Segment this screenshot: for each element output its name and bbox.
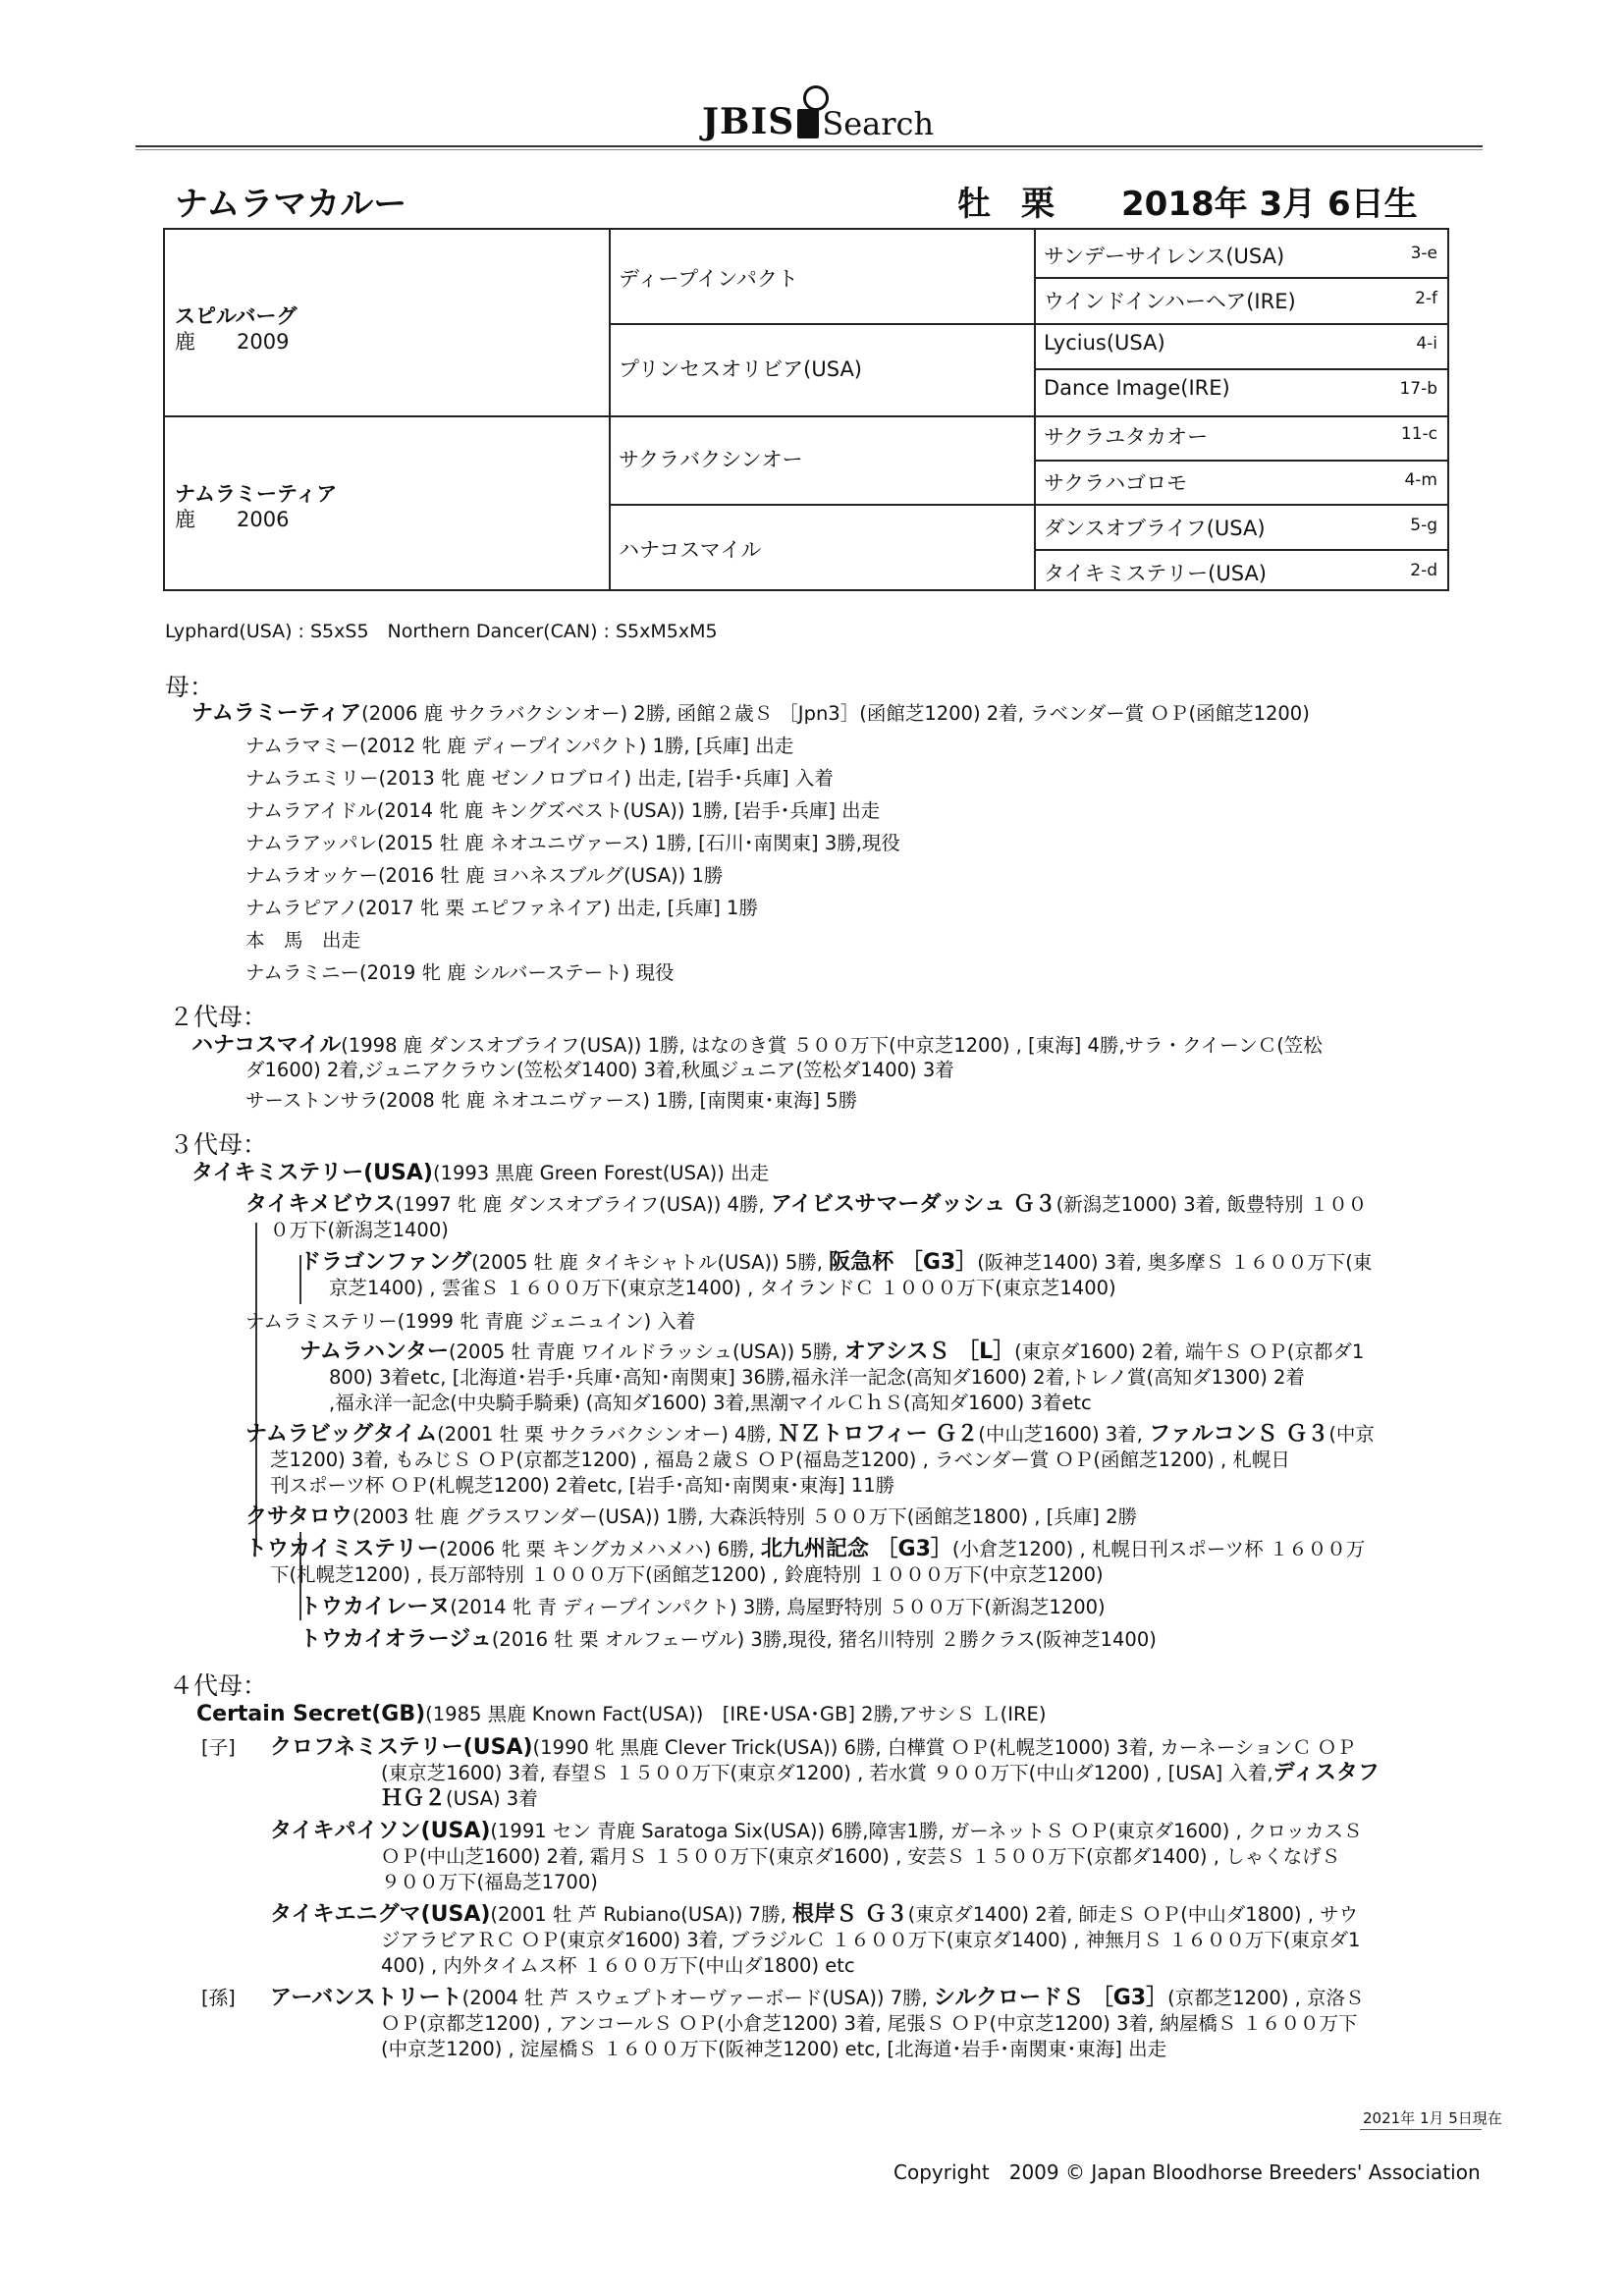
- fourth-dam-detail: (1985 黒鹿 Known Fact(USA)) [IRE･USA･GB] 2勝,アサシＳ Ｌ(IRE): [425, 1703, 1047, 1725]
- pedigree-divider: [1034, 368, 1447, 370]
- descendant-record: [245, 1192, 1367, 1218]
- descendant-record: [245, 1504, 1137, 1530]
- logo-search-text: Search: [822, 105, 935, 142]
- descendant-record: [270, 1819, 1363, 1844]
- pedigree-gen3-name: サンデーサイレンス(USA): [1044, 245, 1285, 268]
- graded-race: オアシスＳ ［L］: [843, 1339, 1015, 1364]
- horse-sex: 牡: [957, 185, 991, 224]
- descendant-detail: (阪神芝1400) 3着, 奥多摩Ｓ １６００万下(東: [977, 1251, 1373, 1274]
- header-rule: [135, 145, 1483, 147]
- descendant-detail: (2003 牡 鹿 グラスワンダー(USA)) 1勝, 大森浜特別 ５００万下(函館芝1800) , [兵庫] 2勝: [352, 1505, 1138, 1528]
- graded-race: ディスタフ: [1272, 1761, 1380, 1785]
- sibling-record-self: 本 馬 出走: [245, 929, 361, 952]
- section-heading-third-dam: ３代母：: [169, 1130, 268, 1159]
- descendant-detail: (2004 牡 芦 スウェプトオーヴァーボード(USA)) 7勝,: [461, 1987, 935, 2009]
- graded-race: ファルコンＳ Ｇ３: [1149, 1422, 1329, 1447]
- second-dam-name: ハナコスマイル: [191, 1033, 342, 1058]
- descendant-record-cont: ,福永洋一記念(中央騎手騎乗) (高知ダ1600) 3着,黒潮マイルＣｈＳ(高知ダ1600) 3着etc: [329, 1392, 1092, 1414]
- descendant-name: ナムラハンター: [299, 1339, 450, 1364]
- descendant-record: サーストンサラ(2008 牝 鹿 ネオユニヴァース) 1勝, [南関東･東海] 5勝: [245, 1089, 858, 1112]
- horse-color: 栗: [1021, 185, 1055, 224]
- descendant-record: [299, 1595, 1106, 1620]
- descendant-name: タイキエニグマ(USA): [270, 1902, 491, 1927]
- descendant-detail: (2005 牡 鹿 タイキシャトル(USA)) 5勝,: [471, 1251, 830, 1274]
- family-number: 4-i: [1416, 334, 1437, 354]
- horse-name: ナムラマカルー: [175, 185, 407, 224]
- dam-record: [191, 701, 1310, 727]
- section-heading-mother: 母：: [165, 673, 215, 701]
- sibling-record: ナムラアッパレ(2015 牡 鹿 ネオユニヴァース) 1勝, [石川･南関東] 3勝,現役: [245, 832, 900, 854]
- pedigree-gen3-name: サクラハゴロモ: [1044, 471, 1188, 495]
- descendant-record: [270, 1986, 1365, 2011]
- header-rule-thin: [135, 149, 1483, 150]
- pedigree-divider: [609, 230, 611, 589]
- pedigree-gen3-name: タイキミステリー(USA): [1044, 562, 1268, 585]
- family-number: 2-d: [1410, 561, 1437, 580]
- graded-race: アイビスサマーダッシュ Ｇ３: [770, 1192, 1056, 1217]
- descendant-detail: (2001 牡 芦 Rubiano(USA)) 7勝,: [490, 1903, 792, 1926]
- descendant-record: [270, 1902, 1358, 1928]
- graded-race: ＮＺトロフィー Ｇ２: [778, 1422, 979, 1447]
- graded-race: シルクロードＳ ［G3］: [934, 1986, 1168, 2010]
- descendant-record: [245, 1422, 1375, 1448]
- descendant-record: [299, 1250, 1372, 1276]
- pedigree-divider: [1034, 549, 1447, 551]
- descendant-record-cont: 芝1200) 3着, もみじＳ ＯＰ(京都芝1200) , 福島２歳Ｓ ＯＰ(福島芝1200) , ラベンダー賞 ＯＰ(函館芝1200) , 札幌日: [270, 1449, 1290, 1471]
- descendant-record-cont: ０万下(新潟芝1400): [270, 1219, 449, 1241]
- descendant-record-cont: ＯＰ(中山芝1600) 2着, 霜月Ｓ １５００万下(東京ダ1600) , 安芸Ｓ １５００万下(京都ダ1400) , しゃくなげＳ: [381, 1845, 1341, 1868]
- pedigree-divider: [1034, 460, 1447, 462]
- descendant-name: ドラゴンファング: [299, 1250, 472, 1275]
- descendant-record-cont: 京芝1400) , 雲雀Ｓ １６００万下(東京芝1400) , タイランドＣ １０００万下(東京芝1400): [329, 1277, 1116, 1299]
- descendant-name: アーバンストリート: [270, 1986, 462, 2010]
- descendant-name: タイキパイソン(USA): [270, 1819, 491, 1843]
- second-dam-record: [191, 1033, 1323, 1059]
- pedigree-gen3-name: ダンスオブライフ(USA): [1044, 517, 1266, 540]
- descendant-record-cont: 800) 3着etc, [北海道･岩手･兵庫･高知･南関東] 36勝,福永洋一記念(高知ダ1600) 2着,トレノ賞(高知ダ1300) 2着: [329, 1366, 1305, 1389]
- pedigree-gen2-name: プリンセスオリビア(USA): [619, 357, 863, 381]
- family-number: 4-m: [1404, 470, 1437, 490]
- inbreeding-note: Lyphard(USA) : S5xS5 Northern Dancer(CAN) : S5xM5xM5: [165, 621, 718, 642]
- descendant-detail: (東京芝1600) 3着, 春望Ｓ １５００万下(東京ダ1200) , 若水賞 ９００万下(中山ダ1200) , [USA] 入着,: [381, 1762, 1273, 1784]
- pedigree-divider: [1034, 230, 1036, 589]
- copyright-notice: Copyright 2009 © Japan Bloodhorse Breeders' Association: [893, 2160, 1481, 2184]
- descendant-detail: (中山芝1600) 3着,: [978, 1423, 1150, 1446]
- jbis-search-logo: [702, 93, 938, 142]
- graded-race: 北九州記念 ［G3］: [760, 1537, 952, 1561]
- generation-marker-grandchild: [孫]: [201, 1987, 236, 2009]
- pedigree-gen3-name: Lycius(USA): [1044, 331, 1165, 355]
- generation-marker-child: [子]: [201, 1736, 236, 1759]
- descendant-record-cont: ＯＰ(京都芝1200) , アンコールＳ ＯＰ(小倉芝1200) 3着, 尾張Ｓ ＯＰ(中京芝1200) 3着, 納屋橋Ｓ １６００万下: [381, 2012, 1358, 2035]
- descendant-record: [299, 1339, 1364, 1365]
- descendant-detail: (京都芝1200) , 京洛Ｓ: [1167, 1987, 1365, 2009]
- descendant-name: タイキメビウス: [245, 1192, 396, 1217]
- descendant-record: [299, 1627, 1157, 1653]
- pedigree-divider: [609, 504, 1447, 506]
- pedigree-divider: [1034, 277, 1447, 279]
- family-number: 11-c: [1400, 424, 1437, 444]
- descendant-detail: (2001 牡 栗 サクラバクシンオー) 4勝,: [437, 1423, 779, 1446]
- family-number: 3-e: [1410, 244, 1437, 263]
- pedigree-gen2-name: ハナコスマイル: [619, 538, 762, 562]
- third-dam-record: [191, 1161, 769, 1186]
- sire-detail: 鹿 2009: [175, 330, 290, 354]
- dam-detail: 鹿 2006: [175, 508, 290, 531]
- descendant-name: ナムラビッグタイム: [245, 1422, 438, 1447]
- descendant-detail: (小倉芝1200) , 札幌日刊スポーツ杯 １６００万: [951, 1538, 1366, 1560]
- sibling-record: ナムラエミリー(2013 牝 鹿 ゼンノロブロイ) 出走, [岩手･兵庫] 入着: [245, 767, 834, 790]
- dam-record-name: ナムラミーティア: [191, 701, 362, 726]
- sibling-record: ナムラアイドル(2014 牝 鹿 キングズベスト(USA)) 1勝, [岩手･兵庫] 出走: [245, 799, 881, 822]
- descendant-detail: (2006 牝 栗 キングカメハメハ) 6勝,: [438, 1538, 761, 1560]
- sibling-record: ナムラオッケー(2016 牡 鹿 ヨハネスブルグ(USA)) 1勝: [245, 864, 724, 887]
- descendant-detail: (東京ダ1600) 2着, 端午Ｓ ＯＰ(京都ダ1: [1014, 1340, 1365, 1363]
- descendant-record-cont: ジアラビアＲＣ ＯＰ(東京ダ1600) 3着, ブラジルＣ １６００万下(東京ダ1400) , 神無月Ｓ １６００万下(東京ダ1: [381, 1929, 1361, 1951]
- descendant-detail: (1990 牝 黒鹿 Clever Trick(USA)) 6勝, 白樺賞 ＯＰ(札幌芝1000) 3着, カーネーションＣ ＯＰ: [532, 1736, 1356, 1759]
- family-number: 17-b: [1399, 379, 1437, 399]
- descendant-detail: (2014 牝 青 ディープインパクト) 3勝, 鳥屋野特別 ５００万下(新潟芝1200): [450, 1596, 1106, 1618]
- descendant-record-cont: ９００万下(福島芝1700): [381, 1871, 598, 1893]
- descendant-name: クロフネミステリー(USA): [270, 1735, 533, 1760]
- descendant-record-cont: [381, 1786, 538, 1812]
- graded-race: 根岸Ｓ Ｇ３: [791, 1902, 908, 1927]
- pedigree-divider: [165, 415, 1447, 417]
- descendant-detail: (2005 牡 青鹿 ワイルドラッシュ(USA)) 5勝,: [449, 1340, 844, 1363]
- descendant-name: トウカイミステリー: [245, 1537, 439, 1561]
- pedigree-divider: [609, 323, 1447, 325]
- graded-race: ＨＧ２: [381, 1786, 447, 1811]
- descendant-record-cont: (中京芝1200) , 淀屋橋Ｓ １６００万下(阪神芝1200) etc, [北海道･岩手･南関東･東海] 出走: [381, 2038, 1167, 2060]
- descendant-record: ナムラミステリー(1999 牝 青鹿 ジェニュイン) 入着: [245, 1310, 696, 1333]
- fourth-dam-name: Certain Secret(GB): [196, 1702, 426, 1726]
- dam-record-detail: (2006 鹿 サクラバクシンオー) 2勝, 函館２歳Ｓ ［Jpn3］(函館芝1200) 2着, ラベンダー賞 ＯＰ(函館芝1200): [361, 702, 1310, 725]
- section-heading-second-dam: ２代母：: [169, 1003, 268, 1031]
- graded-race: 阪急杯 ［G3］: [829, 1250, 978, 1275]
- date-underline: [1360, 2129, 1482, 2130]
- family-number: 2-f: [1415, 289, 1437, 308]
- descendant-bracket: [255, 1223, 257, 1547]
- descendant-detail: (中京: [1328, 1423, 1375, 1446]
- descendant-record: [270, 1735, 1356, 1761]
- descendant-detail: (1997 牝 鹿 ダンスオブライフ(USA)) 4勝,: [395, 1193, 771, 1216]
- descendant-record: [245, 1537, 1365, 1562]
- third-dam-detail: (1993 黒鹿 Green Forest(USA)) 出走: [432, 1162, 770, 1184]
- descendant-record-cont: 刊スポーツ杯 ＯＰ(札幌芝1200) 2着etc, [岩手･高知･南関東･東海] 11勝: [270, 1474, 895, 1497]
- descendant-record-cont: 下(札幌芝1200) , 長万部特別 １０００万下(函館芝1200) , 鈴鹿特別 １０００万下(中京芝1200): [270, 1563, 1104, 1586]
- section-heading-fourth-dam: ４代母：: [169, 1671, 268, 1700]
- pedigree-gen3-name: Dance Image(IRE): [1044, 376, 1230, 400]
- horse-birthdate: 2018年 3月 6日生: [1121, 185, 1418, 224]
- descendant-detail: (USA) 3着: [446, 1787, 538, 1810]
- descendant-name: トウカイオラージュ: [299, 1627, 492, 1652]
- pedigree-table: [163, 228, 1449, 591]
- descendant-detail: (2016 牡 栗 オルフェーヴル) 3勝,現役, 猪名川特別 ２勝クラス(阪神芝1400): [491, 1628, 1157, 1651]
- fourth-dam-record: [196, 1702, 1046, 1727]
- dam-name: ナムラミーティア: [175, 482, 338, 506]
- sibling-record: ナムラミニー(2019 牝 鹿 シルバーステート) 現役: [245, 961, 675, 984]
- pedigree-gen3-name: ウインドインハーヘア(IRE): [1044, 290, 1296, 313]
- second-dam-record-cont: ダ1600) 2着,ジュニアクラウン(笠松ダ1400) 3着,秋風ジュニア(笠松ダ1400) 3着: [245, 1059, 954, 1081]
- family-number: 5-g: [1410, 516, 1437, 535]
- sire-name: スピルバーグ: [175, 304, 298, 328]
- descendant-detail: (新潟芝1000) 3着, 飯豊特別 １００: [1056, 1193, 1368, 1216]
- as-of-date: 2021年 1月 5日現在: [1363, 2109, 1502, 2127]
- descendant-name: クサタロウ: [245, 1504, 352, 1529]
- pedigree-gen2-name: ディープインパクト: [619, 267, 798, 291]
- descendant-record-cont: 400) , 内外タイムス杯 １６００万下(中山ダ1800) etc: [381, 1954, 855, 1977]
- third-dam-name: タイキミステリー(USA): [191, 1161, 433, 1185]
- sibling-record: ナムラピアノ(2017 牝 栗 エピファネイア) 出走, [兵庫] 1勝: [245, 897, 758, 919]
- descendant-detail: (1991 セン 青鹿 Saratoga Six(USA)) 6勝,障害1勝, ガーネットＳ ＯＰ(東京ダ1600) , クロッカスＳ: [490, 1820, 1363, 1842]
- descendant-detail: (東京ダ1400) 2着, 師走Ｓ ＯＰ(中山ダ1800) , サウ: [907, 1903, 1359, 1926]
- pedigree-gen2-name: サクラバクシンオー: [619, 448, 803, 471]
- descendant-record-cont: [381, 1761, 1380, 1786]
- pedigree-gen3-name: サクラユタカオー: [1044, 425, 1209, 449]
- sibling-record: ナムラマミー(2012 牝 鹿 ディープインパクト) 1勝, [兵庫] 出走: [245, 735, 794, 757]
- logo-jbis-text: JBIS: [702, 101, 795, 142]
- second-dam-detail: (1998 鹿 ダンスオブライフ(USA)) 1勝, はなのき賞 ５００万下(中京芝1200) , [東海] 4勝,サラ・クイーンＣ(笠松: [341, 1034, 1323, 1057]
- magnifier-horse-icon: [797, 109, 819, 138]
- descendant-name: トウカイレーヌ: [299, 1595, 451, 1619]
